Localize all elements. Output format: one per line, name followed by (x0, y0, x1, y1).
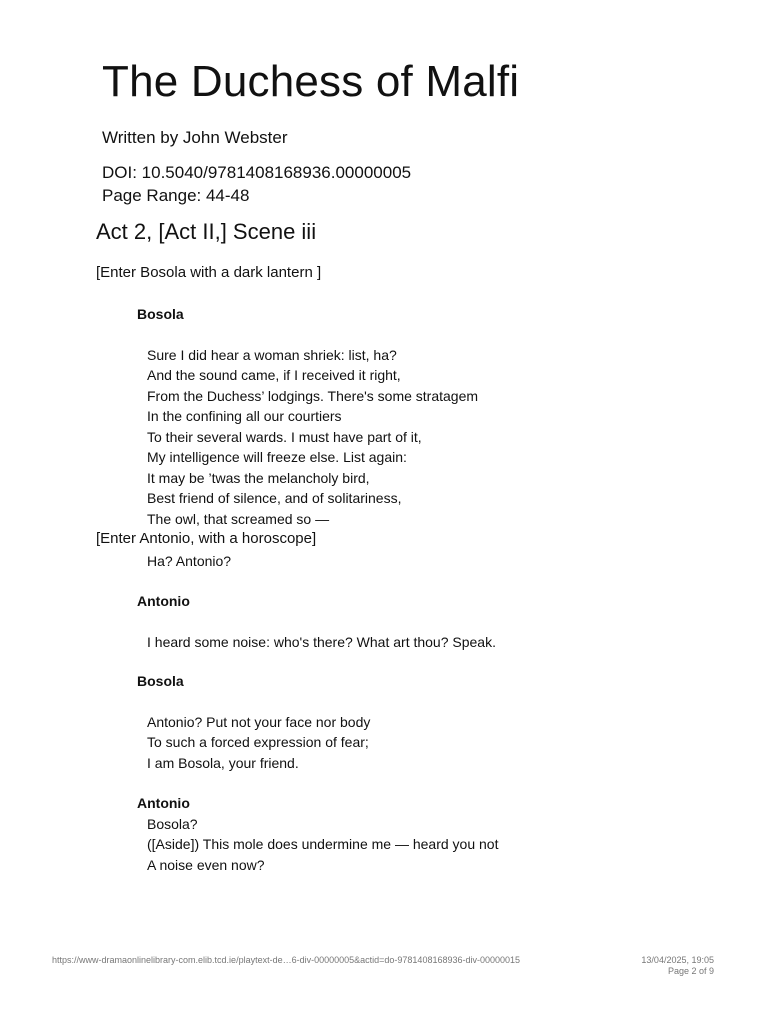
verse-line: I heard some noise: who's there? What art thou? Speak. (147, 634, 496, 650)
author-line: Written by John Webster (102, 128, 288, 147)
verse-line: From the Duchess’ lodgings. There's some stratagem (147, 388, 479, 404)
verse-line: ([Aside]) This mole does undermine me — heard you not (147, 836, 499, 852)
footer-page-indicator: Page 2 of 9 (667, 966, 714, 976)
verse-line: To their several wards. I must have part of it, (147, 429, 422, 445)
verse-line: Ha? Antonio? (147, 553, 232, 569)
verse-line: It may be ’twas the melancholy bird, (147, 470, 370, 486)
verse-line: To such a forced expression of fear; (147, 734, 369, 750)
page-range-line: Page Range: 44-48 (102, 186, 250, 205)
speaker-name: Bosola (137, 673, 184, 689)
footer-url[interactable]: https://www-dramaonlinelibrary-com.elib.tcd.ie/playtext-de…6-div-00000005&actid=do-9781408168936-div-00000015 (52, 955, 521, 965)
verse-line: The owl, that screamed so — (147, 511, 330, 527)
verse-line: In the confining all our courtiers (147, 408, 342, 424)
verse-line: Antonio? Put not your face nor body (147, 714, 371, 730)
footer-timestamp: 13/04/2025, 19:05 (641, 955, 714, 965)
verse-line: Best friend of silence, and of solitariness, (147, 490, 402, 506)
verse-line: My intelligence will freeze else. List again: (147, 449, 407, 465)
verse-line: I am Bosola, your friend. (147, 755, 299, 771)
doi-line: DOI: 10.5040/9781408168936.00000005 (102, 163, 412, 182)
speaker-name: Bosola (137, 306, 184, 322)
speaker-name: Antonio (137, 593, 190, 609)
verse-line: And the sound came, if I received it right, (147, 367, 401, 383)
verse-line: Bosola? (147, 816, 198, 832)
stage-direction: [Enter Bosola with a dark lantern ] (96, 264, 322, 281)
scene-heading: Act 2, [Act II,] Scene iii (96, 219, 317, 244)
document-title: The Duchess of Malfi (102, 57, 520, 106)
verse-line: Sure I did hear a woman shriek: list, ha? (147, 347, 397, 363)
speaker-name: Antonio (137, 795, 190, 811)
stage-direction: [Enter Antonio, with a horoscope] (96, 530, 317, 547)
footer-meta (641, 955, 714, 977)
verse-line: A noise even now? (147, 857, 265, 873)
